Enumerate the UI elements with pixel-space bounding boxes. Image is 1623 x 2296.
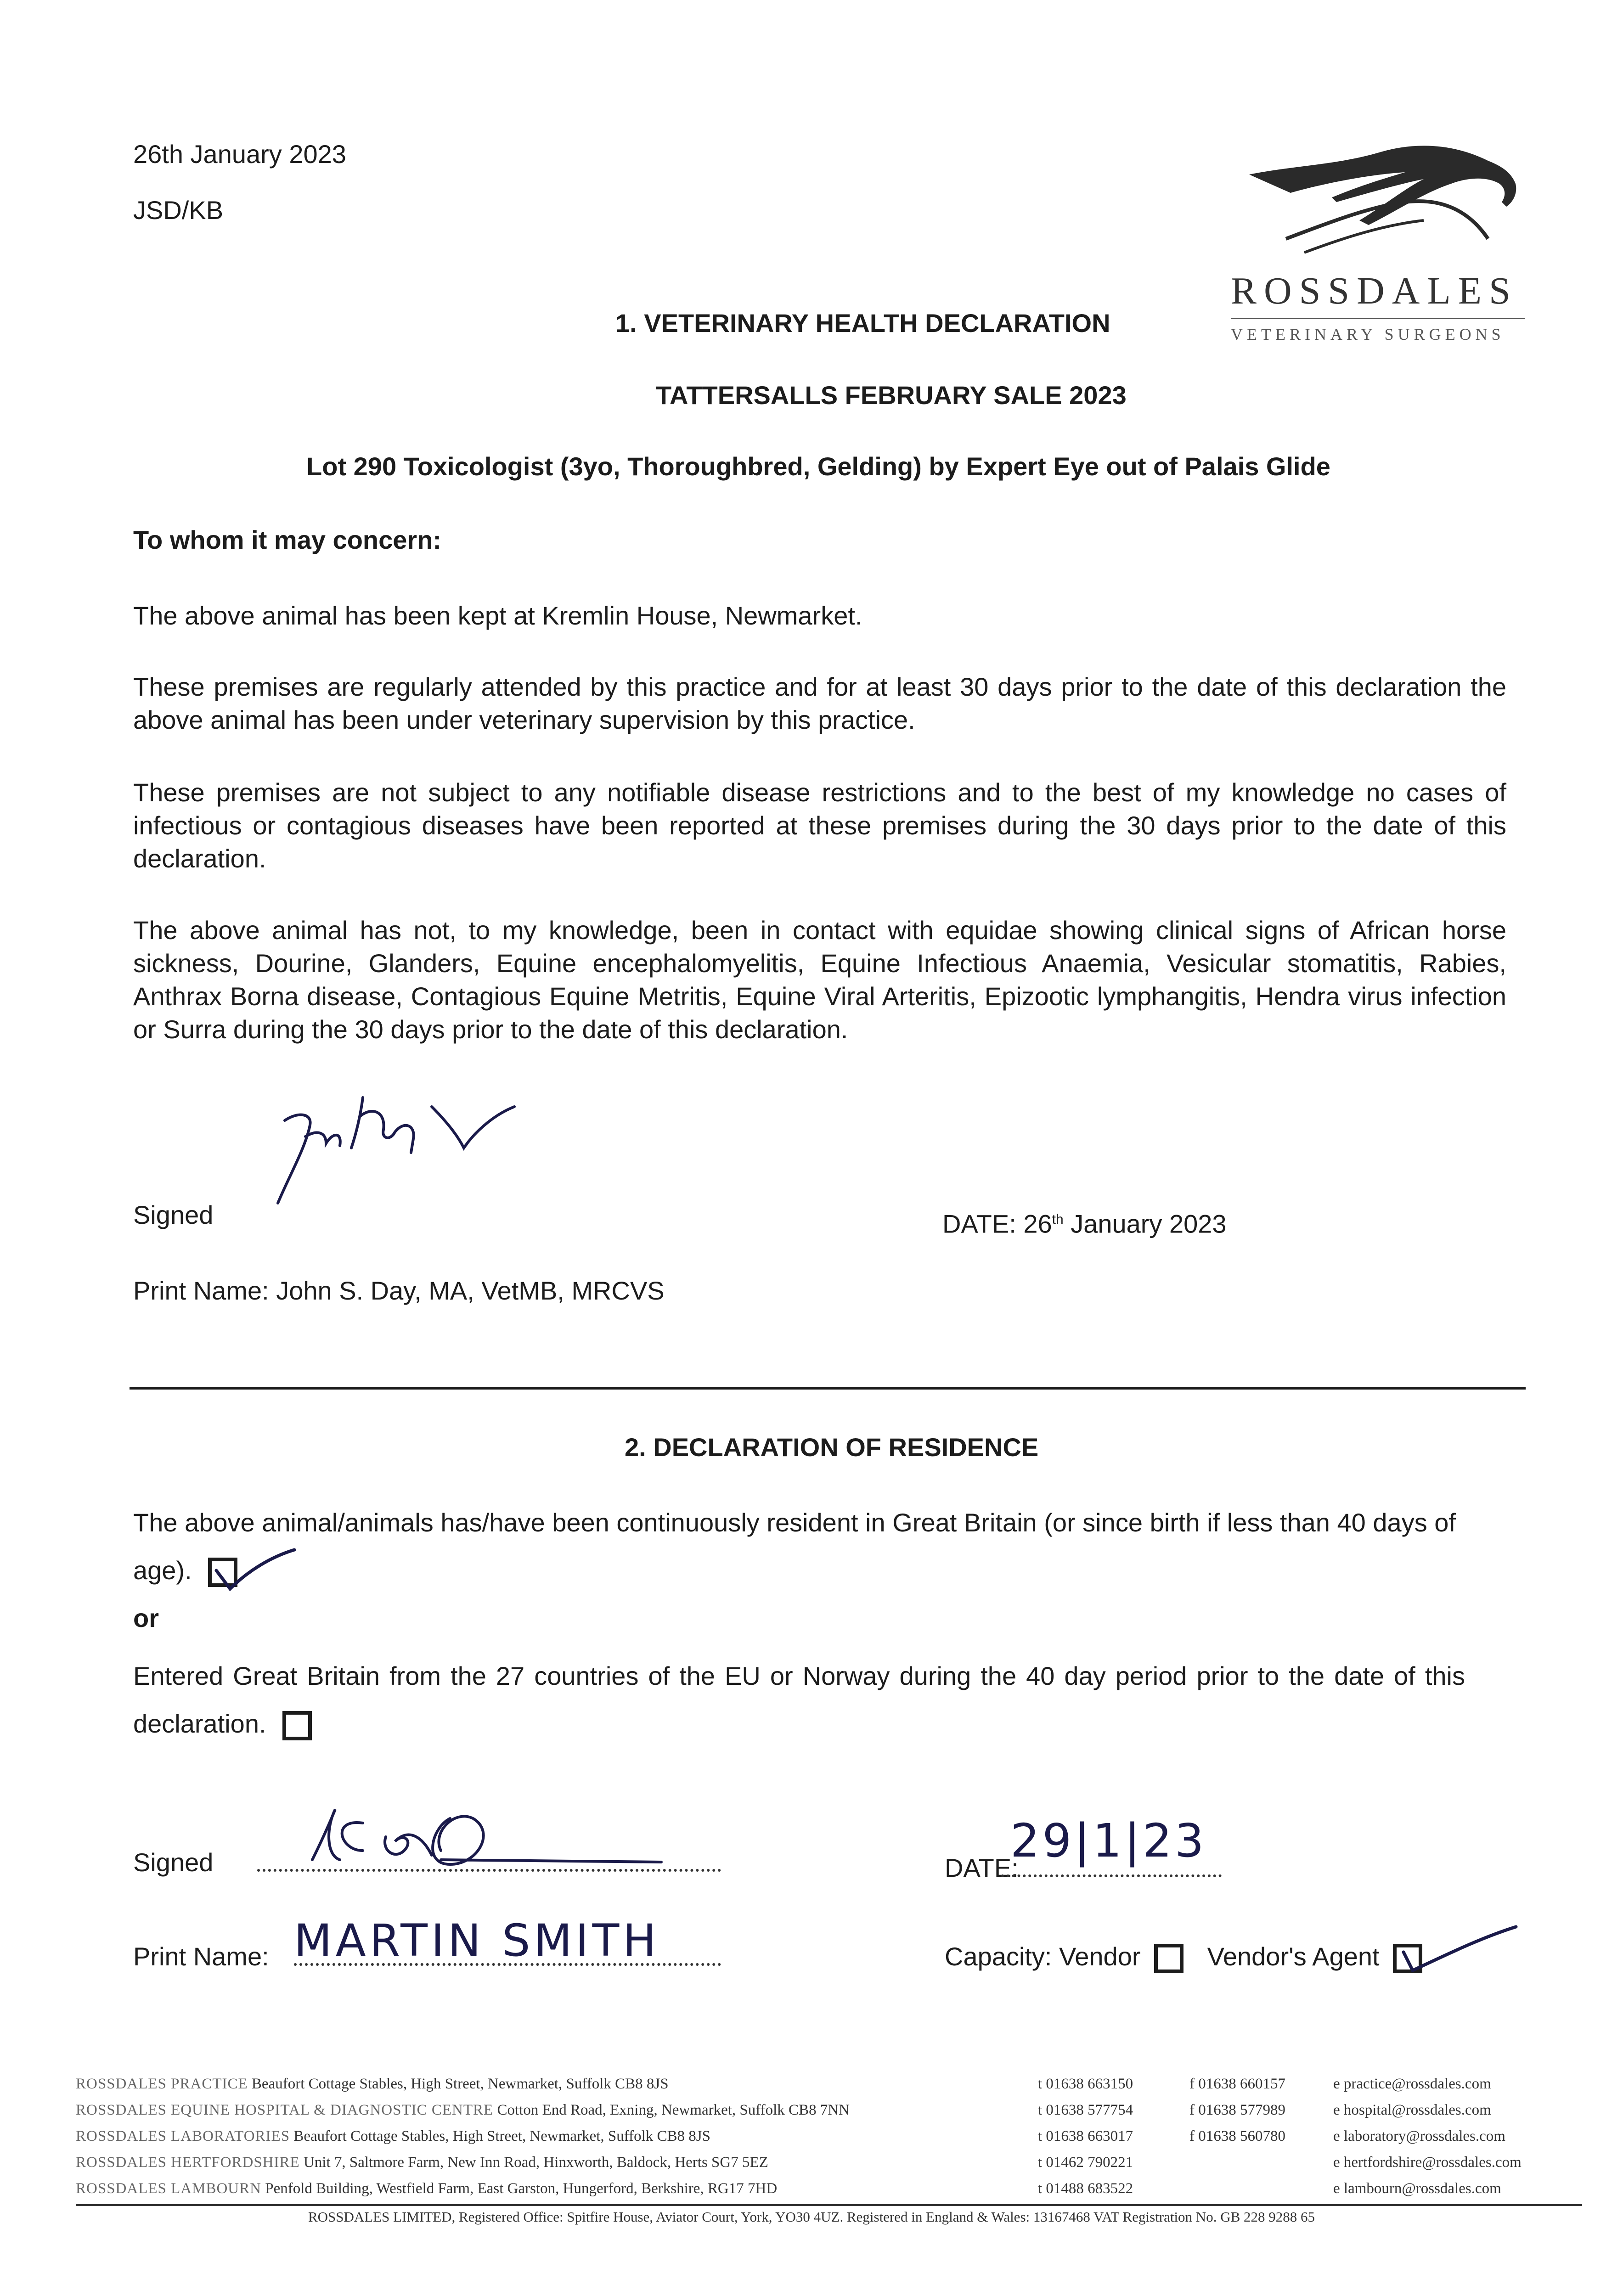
footer-address: Beaufort Cottage Stables, High Street, Newmarket, Suffolk CB8 8JS <box>293 2128 711 2144</box>
date-rest: January 2023 <box>1063 1209 1227 1238</box>
footer-email[interactable]: e hospital@rossdales.com <box>1333 2102 1491 2118</box>
date-label: DATE: 26 <box>942 1209 1052 1238</box>
rossdales-logo <box>1231 133 1534 344</box>
option-entered <box>133 1652 1465 1748</box>
footer-row <box>76 2176 1582 2202</box>
option-resident <box>133 1499 1456 1594</box>
footer-location-name: ROSSDALES EQUINE HOSPITAL & DIAGNOSTIC CENTRE <box>76 2102 494 2118</box>
footer-row <box>76 2150 1582 2176</box>
paragraph-premises: The above animal has been kept at Kremlin House, Newmarket. <box>133 601 862 630</box>
footer-telephone: t 01462 790221 <box>1038 2154 1133 2171</box>
footer-email[interactable]: e laboratory@rossdales.com <box>1333 2128 1505 2144</box>
footer-fax: f 01638 560780 <box>1189 2128 1285 2144</box>
checkmark-icon <box>207 1543 299 1598</box>
owner-date-line[interactable] <box>1001 1874 1222 1877</box>
owner-print-name-label: Print Name: <box>133 1942 269 1971</box>
footer-divider <box>76 2204 1582 2206</box>
section-divider <box>130 1387 1526 1390</box>
or-label: or <box>133 1604 159 1632</box>
checkmark-icon <box>1392 1920 1521 1980</box>
paragraph-restrictions: These premises are not subject to any notifiable disease restrictions and to the best of my knowledge no cases of infectious or contagious diseases have been reported at these premises during the 30 days prior to the date of this declaration. <box>133 778 1506 873</box>
checkbox-entered[interactable] <box>282 1711 312 1740</box>
salutation: To whom it may concern: <box>133 525 442 554</box>
footer-row <box>76 2123 1582 2150</box>
option-resident-text: The above animal/animals has/have been continuously resident in Great Britain (or since birth if less than 40 days of age). <box>133 1508 1456 1585</box>
date-suffix: th <box>1052 1212 1064 1227</box>
vet-print-name: Print Name: John S. Day, MA, VetMB, MRCVS <box>133 1276 665 1305</box>
footer-row <box>76 2071 1582 2097</box>
footer-address: Unit 7, Saltmore Farm, New Inn Road, Hinxworth, Baldock, Herts SG7 5EZ <box>303 2154 768 2171</box>
owner-signature-icon <box>257 1791 671 1883</box>
footer-email[interactable]: e lambourn@rossdales.com <box>1333 2180 1501 2197</box>
lot-description: Lot 290 Toxicologist (3yo, Thoroughbred, Gelding) by Expert Eye out of Palais Glide <box>306 452 1330 481</box>
footer-telephone: t 01488 683522 <box>1038 2180 1133 2197</box>
capacity-vendor-label: Capacity: Vendor <box>945 1942 1141 1971</box>
logo-tagline: VETERINARY SURGEONS <box>1231 325 1505 343</box>
footer-location-name: ROSSDALES LAMBOURN <box>76 2180 261 2197</box>
owner-date-label: DATE: <box>945 1853 1019 1882</box>
owner-date-handwritten: 29|1|23 <box>1010 1814 1207 1868</box>
section1-title: 1. VETERINARY HEALTH DECLARATION <box>615 309 1110 338</box>
vet-signature-icon <box>257 1088 542 1208</box>
letter-reference: JSD/KB <box>133 196 224 225</box>
footer-email[interactable]: e hertfordshire@rossdales.com <box>1333 2154 1522 2171</box>
sale-title: TATTERSALLS FEBRUARY SALE 2023 <box>656 381 1127 410</box>
horse-logo-icon <box>1231 133 1534 271</box>
checkbox-vendor[interactable] <box>1154 1944 1183 1973</box>
footer-location-name: ROSSDALES HERTFORDSHIRE <box>76 2154 300 2171</box>
checkbox-resident[interactable] <box>208 1558 237 1587</box>
owner-print-name-handwritten: MARTIN SMITH <box>294 1915 660 1966</box>
footer-email[interactable]: e practice@rossdales.com <box>1333 2076 1491 2092</box>
paragraph-contact: The above animal has not, to my knowledge, been in contact with equidae showing clinical signs of African horse sickness, Dourine, Glanders, Equine encephalomyelitis, Equine Infectious Anaemia, Vesicular stomatitis, Rabies, Anthrax Borna disease, Contagious Equine Metritis, Equine Viral Arteritis, Epizootic lymphangitis, Hendra virus infection or Surra during the 30 days prior to the date of this declaration. <box>133 916 1506 1044</box>
capacity-agent-label: Vendor's Agent <box>1207 1942 1380 1971</box>
logo-divider <box>1231 318 1525 319</box>
footer-address: Beaufort Cottage Stables, High Street, Newmarket, Suffolk CB8 8JS <box>251 2076 669 2092</box>
option-entered-text: Entered Great Britain from the 27 countries of the EU or Norway during the 40 day period prior to the date of this declaration. <box>133 1661 1465 1738</box>
logo-name: ROSSDALES <box>1231 270 1518 312</box>
checkbox-vendors-agent[interactable] <box>1393 1944 1422 1973</box>
footer-row <box>76 2097 1582 2123</box>
declaration-date <box>942 1203 1227 1241</box>
capacity <box>945 1940 1422 1973</box>
footer-address: Cotton End Road, Exning, Newmarket, Suffolk CB8 7NN <box>497 2102 850 2118</box>
signed-label: Signed <box>133 1200 214 1229</box>
footer-fax: f 01638 577989 <box>1189 2102 1285 2118</box>
footer-telephone: t 01638 577754 <box>1038 2102 1133 2118</box>
paragraph-supervision: These premises are regularly attended by this practice and for at least 30 days prior to the date of this declaration the above animal has been under veterinary supervision by this practice. <box>133 672 1506 734</box>
letter-date: 26th January 2023 <box>133 140 346 169</box>
footer-address: Penfold Building, Westfield Farm, East Garston, Hungerford, Berkshire, RG17 7HD <box>265 2180 778 2197</box>
footer-telephone: t 01638 663150 <box>1038 2076 1133 2092</box>
footer-contacts <box>76 2071 1582 2202</box>
owner-signed-label: Signed <box>133 1848 214 1877</box>
section2-title: 2. DECLARATION OF RESIDENCE <box>625 1433 1039 1462</box>
footer-location-name: ROSSDALES PRACTICE <box>76 2076 248 2092</box>
footer-telephone: t 01638 663017 <box>1038 2128 1133 2144</box>
footer-fax: f 01638 660157 <box>1189 2076 1285 2092</box>
registered-office: ROSSDALES LIMITED, Registered Office: Spitfire House, Aviator Court, York, YO30 4UZ. Registered in England & Wales: 13167468 VAT Registration No. GB 228 9288 65 <box>308 2209 1315 2225</box>
footer-location-name: ROSSDALES LABORATORIES <box>76 2128 290 2144</box>
